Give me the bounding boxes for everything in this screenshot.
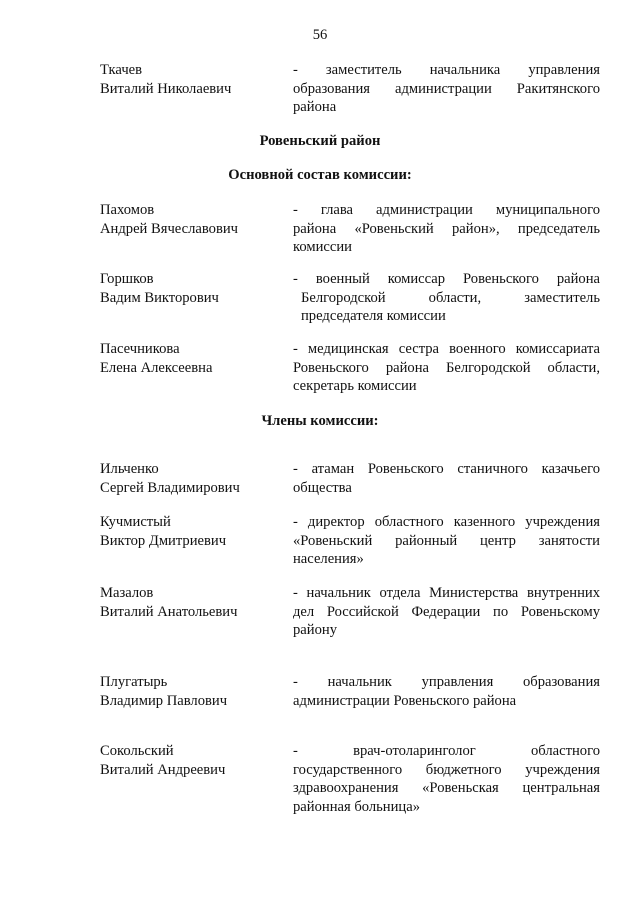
- member-role: - атаман Ровеньского станичного казачьего общества: [293, 461, 600, 496]
- member-role: - медицинская сестра военного комиссариата Ровеньского района Белгородской области, секретарь комиссии: [293, 341, 600, 394]
- page-number: 56: [312, 27, 328, 43]
- member-role: - директор областного казенного учреждения «Ровеньский районный центр занятости населения»: [293, 514, 600, 567]
- member-role: - начальник управления образования администрации Ровеньского района: [293, 674, 600, 709]
- member-name: Мазалов Виталий Анатольевич: [100, 585, 238, 620]
- member-role: - глава администрации муниципального района «Ровеньский район», председатель комиссии: [293, 202, 600, 255]
- member-name: Ильченко Сергей Владимирович: [100, 461, 240, 496]
- member-name: Кучмистый Виктор Дмитриевич: [100, 514, 227, 549]
- member-name: Горшков Вадим Викторович: [100, 271, 219, 306]
- member-name: Пахомов Андрей Вячеславович: [100, 202, 238, 237]
- main-composition-title: Основной состав комиссии:: [228, 167, 412, 183]
- district-title: Ровеньский район: [259, 133, 381, 149]
- member-name: Плугатырь Владимир Павлович: [100, 674, 228, 709]
- member-name: Ткачев Виталий Николаевич: [100, 62, 232, 97]
- member-role: - заместитель начальника управления образования администрации Ракитянского района: [293, 62, 600, 115]
- members-title: Члены комиссии:: [261, 413, 379, 429]
- member-role: - военный комиссар Ровеньского района Белгородской области, заместитель председателя комиссии: [293, 271, 600, 324]
- member-name: Пасечникова Елена Алексеевна: [100, 341, 213, 376]
- member-role: - начальник отдела Министерства внутренних дел Российской Федерации по Ровеньскому району: [293, 585, 600, 638]
- member-role: - врач-отоларинголог областного государственного бюджетного учреждения здравоохранения «Ровеньская центральная районная больница»: [293, 743, 600, 815]
- member-name: Сокольский Виталий Андреевич: [100, 743, 226, 778]
